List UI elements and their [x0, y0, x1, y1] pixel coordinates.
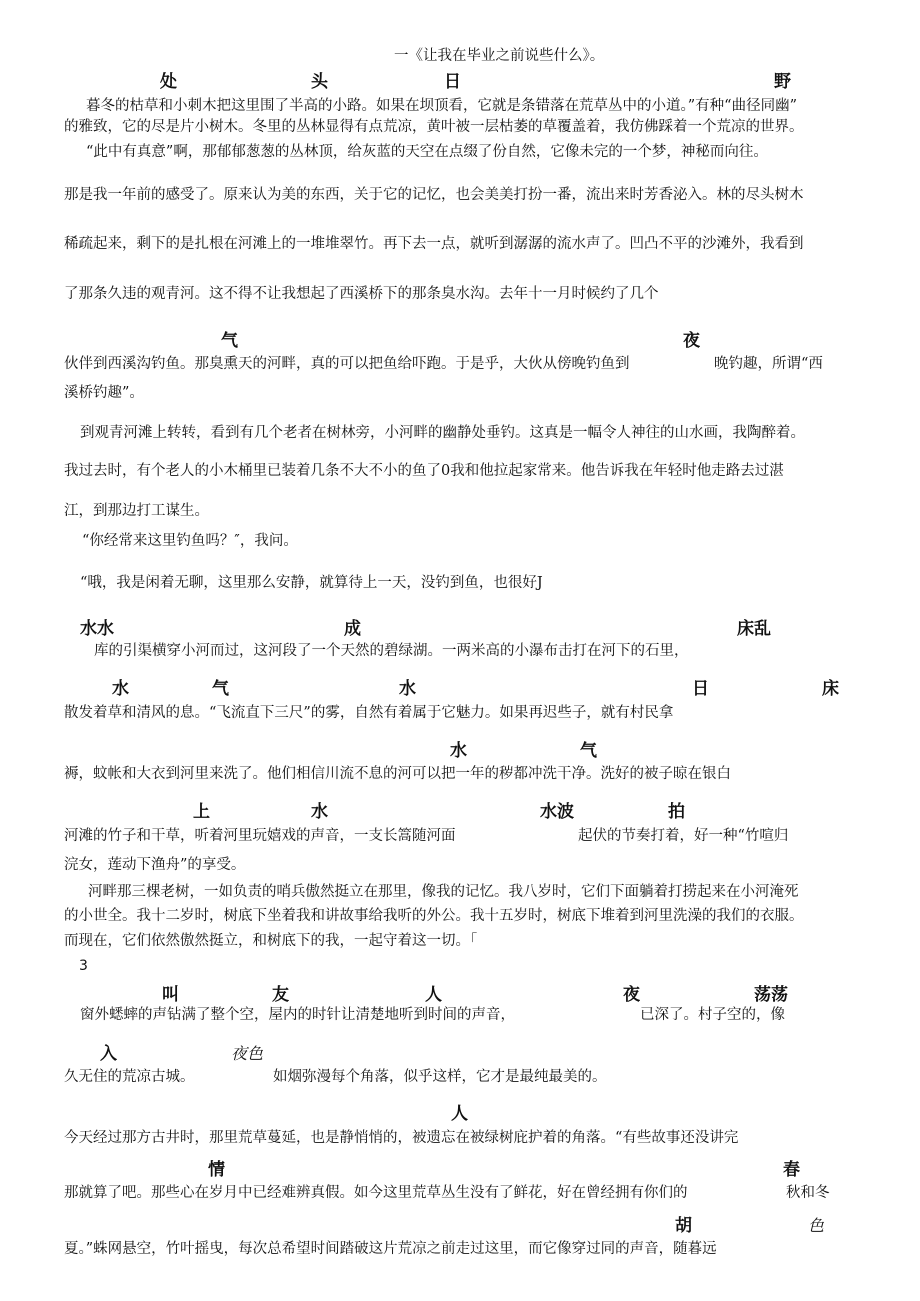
paragraph-line: 河滩的竹子和干草，听着河里玩嬉戏的声音，一支长篙随河面: [64, 828, 456, 844]
heading-char: 人: [425, 985, 442, 1005]
heading-char: 友: [272, 985, 289, 1005]
heading-char: 水波: [540, 802, 574, 822]
heading-char: 野: [774, 72, 791, 92]
paragraph-line: 秋和冬: [786, 1185, 830, 1201]
paragraph-line: 今天经过那方古井时，那里荒草蔓延，也是静悄悄的，被遗忘在被绿树庇护着的角落。“有些故事还没讲完: [64, 1130, 739, 1146]
paragraph-line: 那就算了吧。那些心在岁月中已经难辨真假。如今这里荒草丛生没有了鲜花，好在曾经拥有你们的: [64, 1185, 688, 1201]
paragraph-line: 伙伴到西溪沟钓鱼。那臭熏天的河畔，真的可以把鱼给吓跑。于是乎，大伙从傍晚钓鱼到: [64, 356, 630, 372]
heading-char: 水: [450, 741, 467, 761]
paragraph-line: 起伏的节奏打着，好一种“竹喧归: [578, 828, 789, 844]
heading-char: 头: [311, 72, 328, 92]
heading-char: 水: [399, 679, 416, 699]
paragraph-line: 已深了。村子空的，像: [640, 1007, 785, 1023]
dialog-line: “你经常来这里钓鱼吗？″，我问。: [82, 533, 298, 549]
paragraph-line: 稀疏起来，剩下的是扎根在河滩上的一堆堆翠竹。再下去一点，就听到潺潺的流水声了。凹凸不平的沙滩外，我看到: [64, 236, 804, 252]
paragraph-line: 到观青河滩上转转，看到有几个老者在树林旁，小河畔的幽静处垂钓。这真是一幅令人神往的山水画，我陶醉着。: [80, 425, 805, 441]
heading-char: 水: [311, 802, 328, 822]
heading-char: 入: [100, 1044, 117, 1064]
paragraph-line: 我过去时，有个老人的小木桶里已装着几条不大不小的鱼了0我和他拉起家常来。他告诉我在年轻时他走路去过湛: [64, 463, 784, 479]
heading-char: 成: [344, 619, 361, 639]
paragraph-line: 窗外蟋蟀的声钻满了整个空，屋内的时针让清楚地听到时间的声音，: [80, 1007, 515, 1023]
paragraph-line: 库的引渠横穿小河而过，这河段了一个天然的碧绿湖。一两米高的小瀑布击打在河下的石里，: [94, 643, 689, 659]
heading-char: 床: [822, 679, 839, 699]
heading-char: 拍: [668, 802, 685, 822]
paragraph-line: 溪桥钓趣”。: [64, 385, 144, 401]
heading-char: 日: [444, 72, 461, 92]
heading-char: 春: [783, 1160, 800, 1180]
heading-char: 胡: [675, 1216, 692, 1236]
heading-char: 人: [451, 1104, 468, 1124]
heading-char: 日: [692, 679, 709, 699]
paragraph-line: “此中有真意”啊，那郁郁葱葱的丛林顶，给灰蓝的天空在点缀了份自然，它像未完的一个梦，神秘而向往。: [86, 144, 768, 160]
heading-char: 上: [193, 802, 210, 822]
paragraph-line: 而现在，它们依然傲然挺立，和树底下的我，一起守着这一切。「: [64, 933, 478, 949]
section-number: 3: [79, 958, 88, 974]
heading-char: 水: [112, 679, 129, 699]
paragraph-line: 散发着草和清风的息。“飞流直下三尺”的雾，自然有着属于它魅力。如果再迟些子，就有村民拿: [64, 705, 674, 721]
paragraph-line: 浣女，莲动下渔舟”的享受。: [64, 857, 246, 873]
paragraph-line: 河畔那三棵老树，一如负责的哨兵傲然挺立在那里，像我的记忆。我八岁时，它们下面躺着打捞起来在小河淹死: [88, 884, 799, 900]
paragraph-line: 夏。”蛛网悬空，竹叶摇曳，每次总希望时间踏破这片荒凉之前走过这里，而它像穿过同的声音，随暮远: [64, 1241, 717, 1257]
dialog-line: “哦，我是闲着无聊，这里那么安静，就算待上一天，没钓到鱼，也很好J: [80, 575, 543, 591]
paragraph-line: 暮冬的枯草和小刺木把这里围了半高的小路。如果在坝顶看，它就是条错落在荒草丛中的小道。”有种“曲径同幽”: [86, 98, 797, 114]
heading-char: 夜色: [231, 1044, 264, 1063]
paragraph-line: 久无住的荒凉古城。: [64, 1069, 195, 1085]
paragraph-line: 那是我一年前的感受了。原来认为美的东西，关于它的记忆，也会美美打扮一番，流出来时芳香泌入。林的尽头树木: [64, 187, 804, 203]
heading-char: 叫: [162, 985, 179, 1005]
paragraph-line: 的雅致，它的尽是片小树木。冬里的丛林显得有点荒凉，黄叶被一层枯萎的草覆盖着，我仿佛踩着一个荒凉的世界。: [64, 119, 804, 135]
heading-char: 夜: [623, 985, 640, 1005]
heading-char: 气: [221, 331, 238, 351]
heading-char: 气: [580, 741, 597, 761]
paragraph-line: 如烟弥漫每个角落，似乎这样，它才是最纯最美的。: [273, 1069, 607, 1085]
heading-char: 荡荡: [754, 985, 788, 1005]
subtitle: 一《让我在毕业之前说些什么》。: [394, 48, 605, 64]
heading-char: 气: [212, 679, 229, 699]
heading-char: 色: [808, 1216, 825, 1235]
paragraph-line: 江，到那边打工谋生。: [64, 503, 209, 519]
heading-char: 床乱: [737, 619, 771, 639]
paragraph-line: 的小世全。我十二岁时，树底下坐着我和讲故事给我听的外公。我十五岁时，树底下堆着到河里洗澡的我们的衣服。: [64, 908, 804, 924]
heading-char: 夜: [683, 331, 700, 351]
heading-char: 情: [208, 1160, 225, 1180]
paragraph-line: 晚钓趣，所谓“西: [714, 356, 823, 372]
heading-char: 处: [160, 72, 177, 92]
paragraph-line: 褥，蚊帐和大衣到河里来洗了。他们相信川流不息的河可以把一年的秽都冲洗干净。洗好的被子晾在银白: [64, 766, 731, 782]
paragraph-line: 了那条久违的观青河。这不得不让我想起了西溪桥下的那条臭水沟。去年十一月时候约了几个: [64, 286, 659, 302]
heading-char: 水水: [80, 619, 114, 639]
